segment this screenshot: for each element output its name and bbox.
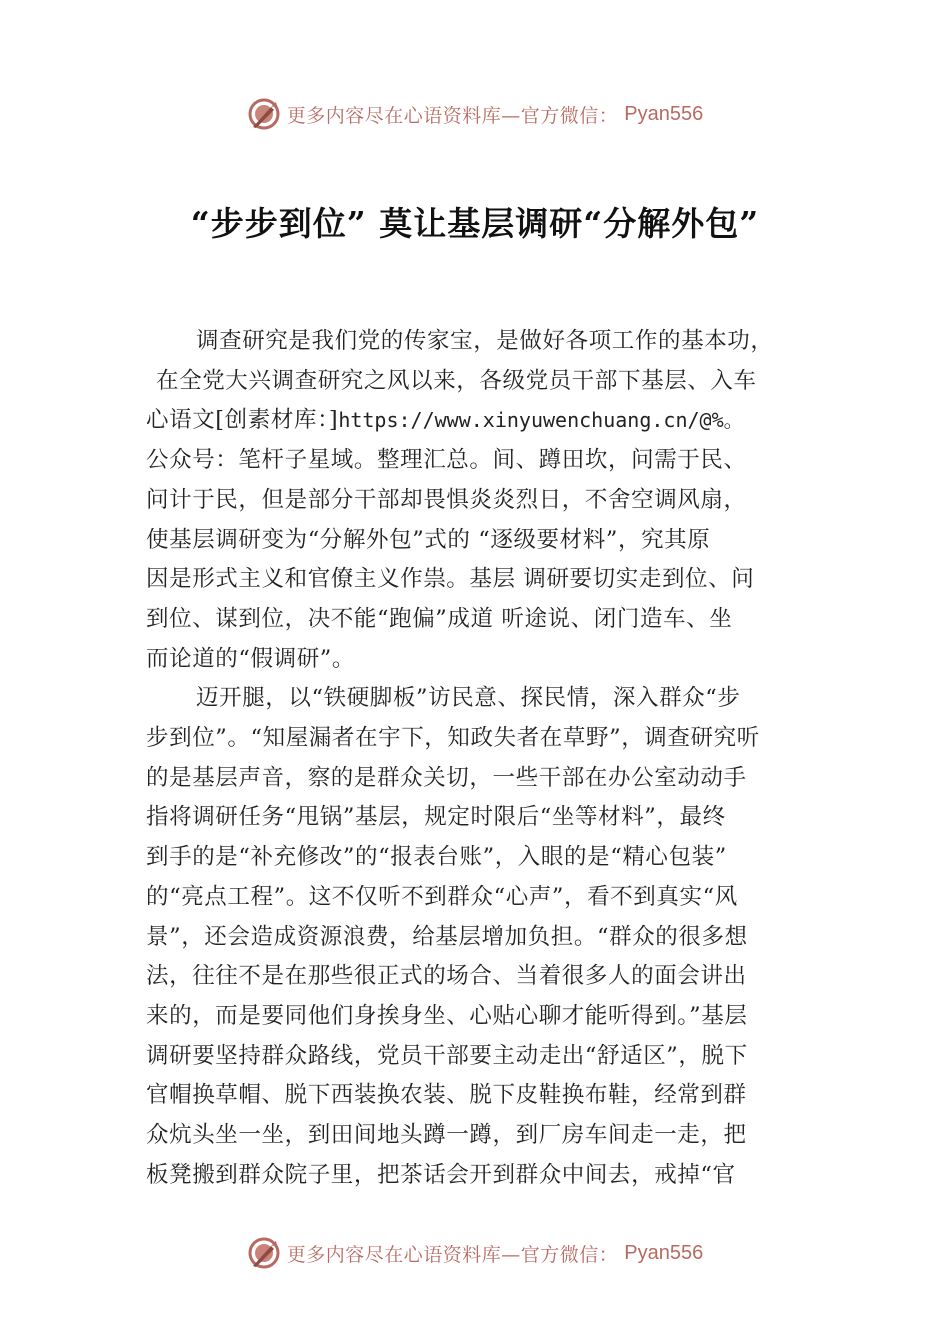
source-url: https://www.xinyuwenchuang.cn/@%。: [338, 408, 744, 433]
watermark-text: 更多内容尽在心语资料库—官方微信：: [286, 104, 619, 127]
watermark-wechat-id: Pyan556: [624, 1241, 704, 1264]
text-line: 在全党大兴调查研究之风以来，各级党员干部下基层、入车: [156, 367, 757, 394]
text-line: 调查研究是我们党的传家宝，是做好各项工作的基本功，: [196, 328, 774, 354]
pen-logo-icon: [247, 97, 281, 131]
pen-logo-icon: [247, 1236, 281, 1270]
text-line: 法，往往不是在那些很正式的场合、当着很多人的面会讲出: [146, 963, 747, 990]
text-line: 调研要坚持群众路线，党员干部要主动走出“舒适区”，脱下: [146, 1042, 748, 1069]
footer-watermark: [0, 1233, 950, 1273]
text-line: 而论道的“假调研”。: [146, 645, 356, 672]
text-line: [146, 401, 822, 441]
watermark-text: 更多内容尽在心语资料库—官方微信：: [286, 1243, 619, 1266]
text-line: 众炕头坐一坐，到田间地头蹲一蹲，到厂房车间走一走，把: [146, 1122, 747, 1149]
text-line: 的“亮点工程”。这不仅听不到群众“心声”，看不到真实“风: [146, 883, 738, 910]
text-line: 到位、谋到位，决不能“跑偏”成道 听途说、闭门造车、坐: [146, 605, 733, 632]
text-line: 来的，而是要同他们身挨身坐、心贴心聊才能听得到。”基层: [146, 1002, 748, 1029]
text-line: 官帽换草帽、脱下西装换农装、脱下皮鞋换布鞋，经常到群: [146, 1082, 747, 1109]
text-line: 板凳搬到群众院子里，把茶话会开到群众中间去，戒掉“官: [146, 1161, 736, 1188]
text-line: 景”，还会造成资源浪费，给基层增加负担。“群众的很多想: [146, 923, 748, 950]
text-line: 因是形式主义和官僚主义作祟。基层 调研要切实走到位、问: [146, 566, 755, 593]
text-line: 迈开腿，以“铁硬脚板”访民意、探民情，深入群众“步: [196, 685, 741, 712]
text-line: 问计于民，但是部分干部却畏惧炎炎烈日，不舍空调风扇，: [146, 486, 747, 513]
header-watermark: [0, 94, 950, 134]
text-line: 的是基层声音，察的是群众关切，一些干部在办公室动动手: [146, 764, 747, 791]
text-line: 指将调研任务“甩锅”基层，规定时限后“坐等材料”，最终: [146, 804, 726, 831]
source-note: 心语文[创素材库：]: [146, 407, 339, 434]
text-line: 到手的是“补充修改”的“报表台账”，入眼的是“精心包装”: [146, 844, 727, 871]
text-line: 步到位”。“知屋漏者在宇下，知政失者在草野”，调查研究听: [146, 725, 760, 752]
text-line: 使基层调研变为“分解外包”式的 “逐级要材料”，究其原: [146, 526, 711, 553]
text-line: 公众号：笔杆子星域。整理汇总。间、蹲田坎，问需于民、: [146, 447, 747, 474]
article-title: “步步到位” 莫让基层调研“分解外包”: [190, 204, 760, 243]
article-body: [146, 322, 822, 1195]
watermark-wechat-id: Pyan556: [624, 102, 704, 125]
